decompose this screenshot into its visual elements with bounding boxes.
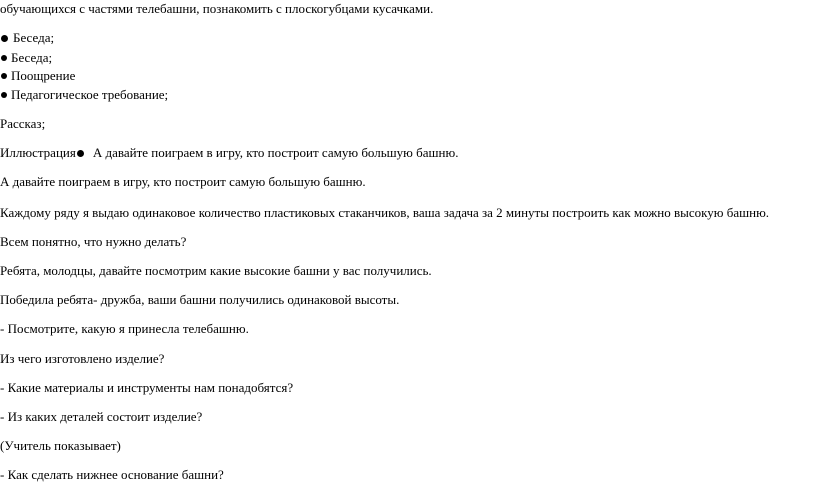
- task-line: Каждому ряду я выдаю одинаковое количество пластиковых стаканчиков, ваша задача за 2 минуты построить как можно высокую башню.: [0, 205, 770, 220]
- bullet-icon: [1, 73, 7, 79]
- list-item: [0, 87, 168, 103]
- understood-line: Всем понятно, что нужно делать?: [0, 234, 187, 249]
- illustration-line: [0, 145, 458, 161]
- list-item-label: Беседа;: [13, 30, 55, 45]
- list-item-label: Педагогическое требование;: [11, 87, 169, 102]
- illustration-label: Иллюстрация: [0, 145, 76, 160]
- made-of-line: Из чего изготовлено изделие?: [0, 351, 165, 366]
- teacher-line: (Учитель показывает): [0, 438, 121, 453]
- list-item: [0, 68, 75, 84]
- bullet-icon: [1, 92, 7, 98]
- list-item: [0, 30, 54, 46]
- materials-line: - Какие материалы и инструменты нам понадобятся?: [0, 380, 294, 395]
- look-line: Ребята, молодцы, давайте посмотрим какие высокие башни у вас получились.: [0, 263, 432, 278]
- bullet-icon: [1, 55, 7, 61]
- parts-line: - Из каких деталей состоит изделие?: [0, 409, 203, 424]
- intro-line: обучающихся с частями телебашни, познакомить с плоскогубцами кусачками.: [0, 1, 434, 16]
- list-item-label: Поощрение: [11, 68, 76, 83]
- list-item-label: Беседа;: [11, 50, 53, 65]
- bullet-icon: [1, 35, 8, 42]
- bullet-icon: [77, 150, 84, 157]
- tower-line: - Посмотрите, какую я принесла телебашню.: [0, 321, 249, 336]
- story-line: Рассказ;: [0, 116, 46, 131]
- list-item: [0, 50, 52, 66]
- base-line: - Как сделать нижнее основание башни?: [0, 467, 224, 482]
- winner-line: Победила ребята- дружба, ваши башни получились одинаковой высоты.: [0, 292, 400, 307]
- play-line: А давайте поиграем в игру, кто построит самую большую башню.: [0, 174, 366, 189]
- illustration-text: А давайте поиграем в игру, кто построит самую большую башню.: [92, 145, 459, 160]
